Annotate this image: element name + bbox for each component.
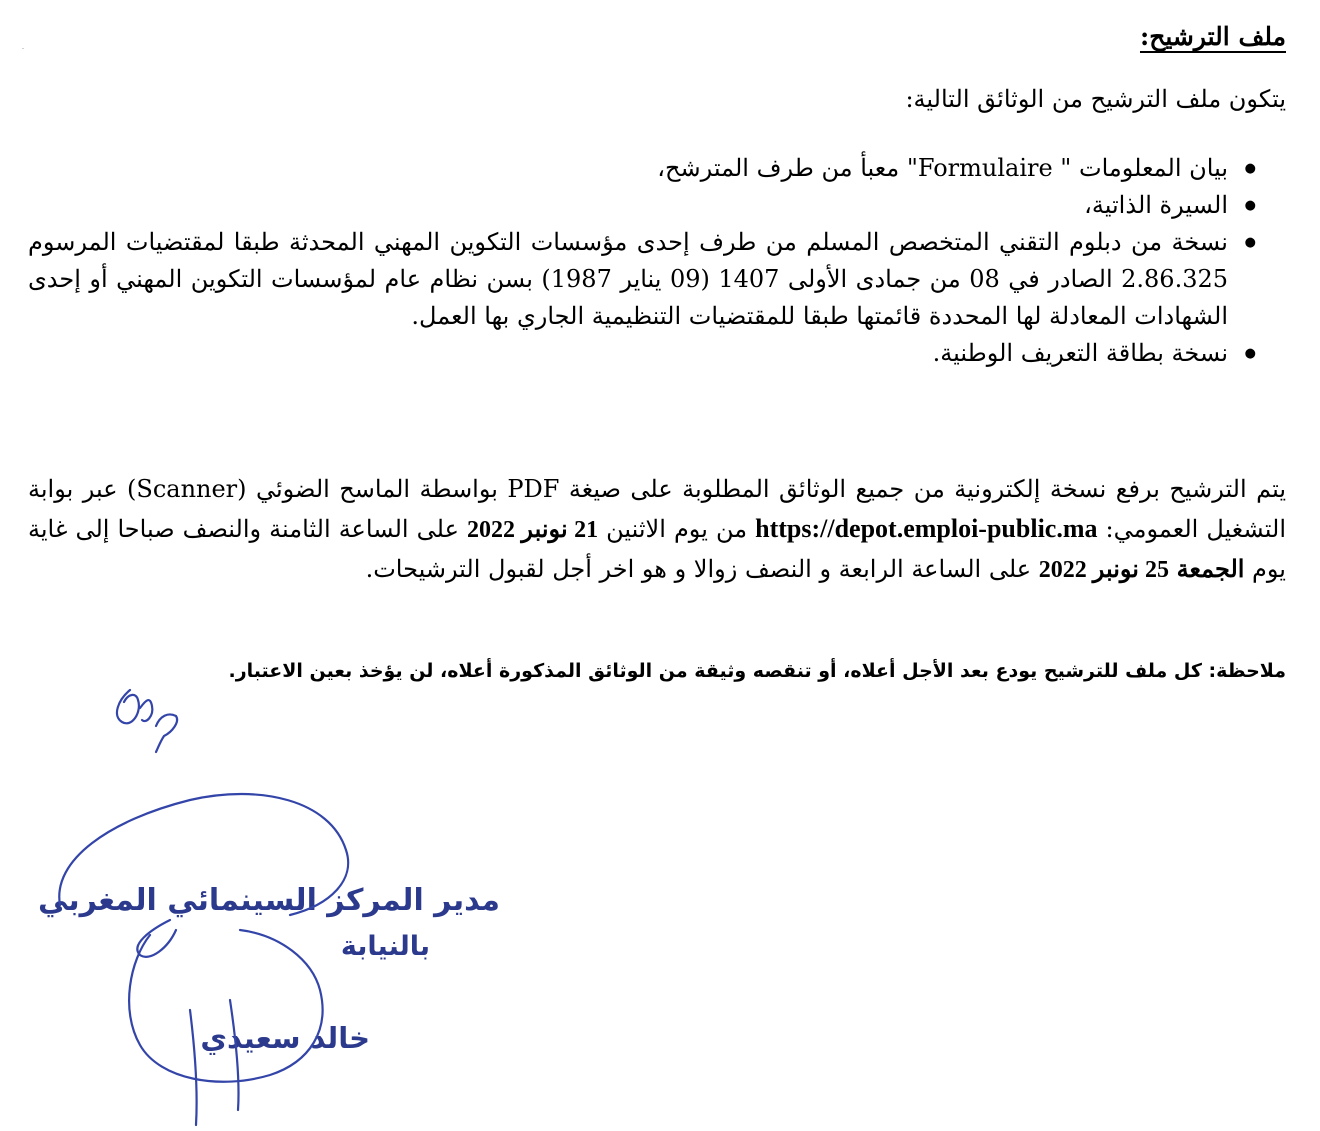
initials-mark-1 — [117, 690, 139, 723]
intro-text: يتكون ملف الترشيح من الوثائق التالية: — [905, 85, 1286, 113]
signatory-title: مدير المركز السينمائي المغربي — [37, 883, 500, 918]
submission-text-3: على الساعة الثامنة والنصف صباحا إلى غاية يوم — [28, 515, 1286, 583]
list-item: ● نسخة من دبلوم التقني المتخصص المسلم من طرف إحدى مؤسسات التكوين المهني المحدثة طبقا لمقتضيات المرسوم 2.86.325 الصادر في 08 من جمادى الأولى 1407 (09 يناير 1987) بسن نظام عام لمؤسسات التكوين المهني أو إحدى الشهادات المعادلة لها المحددة قائمتها طبقا للمقتضيات التنظيمية الجاري بها العمل. — [28, 224, 1286, 335]
submission-text-4: على الساعة الرابعة و النصف زوالا و هو اخر أجل لقبول الترشيحات. — [365, 555, 1039, 583]
signatory-name: خالد سعيدي — [200, 1021, 370, 1055]
submission-text-2: من يوم الاثنين — [598, 515, 756, 543]
page-title: ملف الترشيح: — [1139, 22, 1286, 51]
list-item: ● نسخة بطاقة التعريف الوطنية. — [28, 335, 1286, 372]
end-day: الجمعة — [1176, 557, 1245, 583]
list-item: ● السيرة الذاتية، — [28, 187, 1286, 224]
list-item: ● بيان المعلومات " Formulaire" معبأ من طرف المترشح، — [28, 150, 1286, 187]
note-text: ملاحظة: كل ملف للترشيح يودع بعد الأجل أعلاه، أو تنقصه وثيقة من الوثائق المذكورة أعلاه، لن يؤخذ بعين الاعتبار. — [228, 660, 1286, 682]
submission-paragraph — [28, 470, 1286, 590]
submission-text-1: يتم الترشيح برفع نسخة إلكترونية من جميع الوثائق المطلوبة على صيغة PDF بواسطة الماسح الضوئي (Scanner) عبر بوابة التشغيل العمومي: — [28, 475, 1287, 543]
requirements-list — [28, 150, 1286, 372]
signatory-proxy: بالنيابة — [340, 931, 430, 962]
end-date: 25 نونبر 2022 — [1038, 557, 1169, 583]
portal-link[interactable]: https://depot.emploi-public.ma — [755, 514, 1098, 543]
scan-speck: . — [22, 42, 24, 51]
start-date: 21 نونبر 2022 — [466, 517, 599, 543]
initials-mark-2 — [140, 700, 152, 721]
signature-tail — [190, 1010, 197, 1125]
initials-mark-3 — [156, 714, 177, 752]
